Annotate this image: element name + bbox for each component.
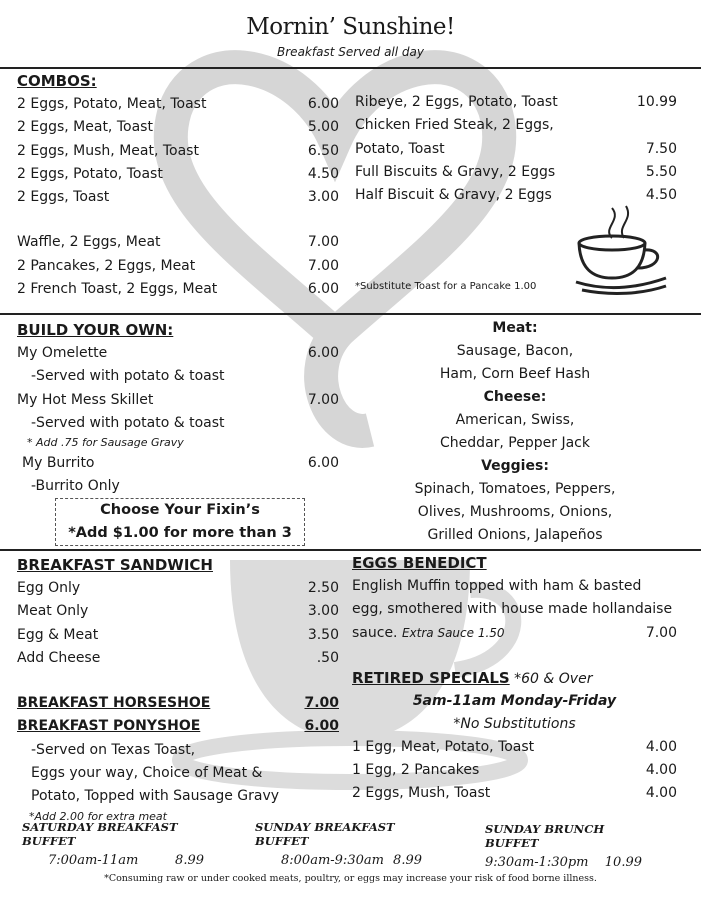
buffet-price: 10.99 xyxy=(604,855,642,870)
divider xyxy=(0,549,701,551)
fixins-option: Spinach, Tomatoes, Peppers, xyxy=(414,481,616,497)
menu-item xyxy=(352,759,677,782)
menu-item xyxy=(355,114,677,137)
item-price: 6.00 xyxy=(307,345,339,361)
item-price: 7.00 xyxy=(307,391,339,408)
item-name: 2 Pancakes, 2 Eggs, Meat xyxy=(17,257,196,274)
menu-item xyxy=(17,163,339,186)
item-name: egg, smothered with house made hollandaise xyxy=(352,601,673,618)
item-name: BREAKFAST HORSESHOE xyxy=(17,695,211,712)
gravy-note: * Add .75 for Sausage Gravy xyxy=(27,436,184,450)
menu-item xyxy=(17,255,339,278)
menu-item xyxy=(17,452,339,475)
buffet-name: SATURDAY BREAKFAST BUFFET xyxy=(22,820,178,848)
menu-item xyxy=(355,138,677,161)
menu-item xyxy=(17,412,339,435)
item-price: 5.50 xyxy=(645,163,677,180)
buffet xyxy=(22,820,222,868)
benedict-line xyxy=(352,598,677,621)
item-name: 1 Egg, 2 Pancakes xyxy=(352,762,480,779)
fixins-list xyxy=(380,317,650,547)
item-name: Egg & Meat xyxy=(17,626,99,643)
item-name: Potato, Toast xyxy=(355,140,445,157)
fixins-group-heading: Veggies: xyxy=(481,458,549,474)
item-name: Ribeye, 2 Eggs, Potato, Toast xyxy=(355,94,558,110)
item-price: 3.00 xyxy=(307,603,339,620)
menu-item xyxy=(17,342,339,365)
menu-item xyxy=(17,692,339,715)
item-name: sauce. xyxy=(352,624,398,641)
page-title: Mornin’ Sunshine! xyxy=(246,14,455,40)
item-price: 7.50 xyxy=(645,140,677,157)
fixins-box xyxy=(55,498,305,546)
combos-right xyxy=(355,91,677,292)
buffet xyxy=(485,822,660,870)
menu-item xyxy=(17,140,339,163)
item-name: 2 Eggs, Meat, Toast xyxy=(17,119,153,136)
item-price: .50 xyxy=(316,649,339,666)
item-name: -Burrito Only xyxy=(31,478,120,495)
substitute-note: *Substitute Toast for a Pancake 1.00 xyxy=(355,281,537,292)
menu-item xyxy=(17,577,339,600)
item-price: 6.00 xyxy=(307,455,339,472)
extra-sauce: Extra Sauce 1.50 xyxy=(401,625,505,640)
no-substitutions: *No Substitutions xyxy=(453,715,576,732)
horseshoe-description: Eggs your way, Choice of Meat & xyxy=(31,765,263,782)
item-price: 7.00 xyxy=(304,695,339,712)
item-name: 2 Eggs, Potato, Toast xyxy=(17,165,163,182)
buffet-time: 7:00am-11am xyxy=(48,853,139,868)
build-heading: BUILD YOUR OWN: xyxy=(17,321,174,339)
menu-item xyxy=(17,647,339,670)
item-price: 6.00 xyxy=(307,96,339,112)
fixins-option: American, Swiss, xyxy=(455,412,575,428)
item-name: My Omelette xyxy=(17,345,108,361)
disclaimer: *Consuming raw or under cooked meats, poultry, or eggs may increase your risk of food borne illness. xyxy=(104,873,597,884)
menu-item xyxy=(355,161,677,184)
item-name: Full Biscuits & Gravy, 2 Eggs xyxy=(355,163,556,180)
item-price: 3.50 xyxy=(307,626,339,643)
menu-item xyxy=(17,278,339,301)
item-name: Add Cheese xyxy=(17,649,101,666)
item-name: Egg Only xyxy=(17,580,81,596)
item-price: 7.00 xyxy=(645,624,677,641)
item-name: Meat Only xyxy=(17,603,89,620)
item-name: 2 French Toast, 2 Eggs, Meat xyxy=(17,281,218,298)
item-name: Waffle, 2 Eggs, Meat xyxy=(17,234,161,251)
divider xyxy=(0,313,701,315)
divider xyxy=(0,67,701,69)
item-price: 6.50 xyxy=(307,142,339,159)
item-name: Chicken Fried Steak, 2 Eggs, xyxy=(355,117,554,134)
fixins-group-heading: Meat: xyxy=(492,320,538,336)
buffet-time: 8:00am-9:30am xyxy=(281,853,384,868)
item-price: 4.00 xyxy=(645,762,677,779)
fixins-group-heading: Cheese: xyxy=(483,389,547,405)
menu-item xyxy=(17,116,339,139)
page-subtitle: Breakfast Served all day xyxy=(277,45,424,59)
menu-item xyxy=(17,93,339,116)
menu-item xyxy=(355,91,677,114)
fixins-option: Grilled Onions, Jalapeños xyxy=(427,527,603,543)
menu-item xyxy=(17,715,339,738)
fixins-option: Olives, Mushrooms, Onions, xyxy=(417,504,613,520)
item-name: 2 Eggs, Potato, Meat, Toast xyxy=(17,96,207,112)
item-price: 10.99 xyxy=(636,94,677,110)
horseshoe-description: Potato, Topped with Sausage Gravy xyxy=(31,788,280,805)
item-name: Half Biscuit & Gravy, 2 Eggs xyxy=(355,187,552,204)
fixins-title: Choose Your Fixin’s xyxy=(100,502,260,518)
retired-hours: 5am-11am Monday-Friday xyxy=(412,692,617,709)
menu-item xyxy=(17,231,339,254)
eggs-benedict xyxy=(352,552,677,806)
item-name: BREAKFAST PONYSHOE xyxy=(17,718,201,735)
buffet xyxy=(255,820,440,868)
retired-heading: RETIRED SPECIALS xyxy=(352,668,510,687)
retired-age: *60 & Over xyxy=(514,670,593,687)
item-price: 4.00 xyxy=(645,738,677,755)
item-name: 1 Egg, Meat, Potato, Toast xyxy=(352,738,535,755)
horseshoe-description: -Served on Texas Toast, xyxy=(31,741,196,758)
buffet-time: 9:30am-1:30pm xyxy=(485,855,589,870)
buffet-name: SUNDAY BREAKFAST BUFFET xyxy=(255,820,395,848)
item-price: 2.50 xyxy=(307,580,339,596)
item-price: 3.00 xyxy=(307,189,339,206)
burrito-note xyxy=(17,475,339,498)
buffet-name: SUNDAY BRUNCH BUFFET xyxy=(485,822,605,850)
extra-meat-note: *Add 2.00 for extra meat xyxy=(29,809,167,823)
menu-item xyxy=(352,622,677,645)
menu-item xyxy=(17,186,339,209)
fixins-option: Cheddar, Pepper Jack xyxy=(440,435,590,451)
fixins-option: Sausage, Bacon, xyxy=(456,343,574,359)
item-price: 7.00 xyxy=(307,234,339,251)
build-your-own xyxy=(17,319,339,499)
benedict-heading: EGGS BENEDICT xyxy=(352,554,487,572)
sandwich-heading: BREAKFAST SANDWICH xyxy=(17,556,213,574)
item-name: -Served with potato & toast xyxy=(31,368,225,385)
item-price: 7.00 xyxy=(307,257,339,274)
breakfast-sandwich xyxy=(17,554,339,826)
item-name: 2 Eggs, Toast xyxy=(17,189,110,206)
benedict-line xyxy=(352,575,677,598)
menu-item xyxy=(17,624,339,647)
coffee-cup-icon xyxy=(572,198,670,298)
item-name: 2 Eggs, Mush, Meat, Toast xyxy=(17,142,199,159)
fixins-surcharge: *Add $1.00 for more than 3 xyxy=(68,525,292,541)
combos-left xyxy=(17,70,339,301)
item-price: 4.50 xyxy=(645,187,677,204)
buffet-price: 8.99 xyxy=(175,853,204,868)
item-price: 6.00 xyxy=(304,718,339,735)
item-price: 5.00 xyxy=(307,119,339,136)
combos-heading: COMBOS: xyxy=(17,72,97,90)
item-name: -Served with potato & toast xyxy=(31,414,225,431)
item-name: My Burrito xyxy=(22,455,95,472)
buffet-price: 8.99 xyxy=(393,853,422,868)
item-name: My Hot Mess Skillet xyxy=(17,391,154,408)
fixins-option: Ham, Corn Beef Hash xyxy=(439,366,591,382)
item-price: 4.50 xyxy=(307,165,339,182)
menu-item xyxy=(17,389,339,412)
item-price: 6.00 xyxy=(307,281,339,298)
menu-item xyxy=(17,365,339,388)
item-name: 2 Eggs, Mush, Toast xyxy=(352,785,491,802)
item-price: 4.00 xyxy=(645,785,677,802)
menu-item xyxy=(352,782,677,805)
menu-item xyxy=(17,600,339,623)
menu-item xyxy=(352,736,677,759)
item-name: English Muffin topped with ham & basted xyxy=(352,578,642,594)
